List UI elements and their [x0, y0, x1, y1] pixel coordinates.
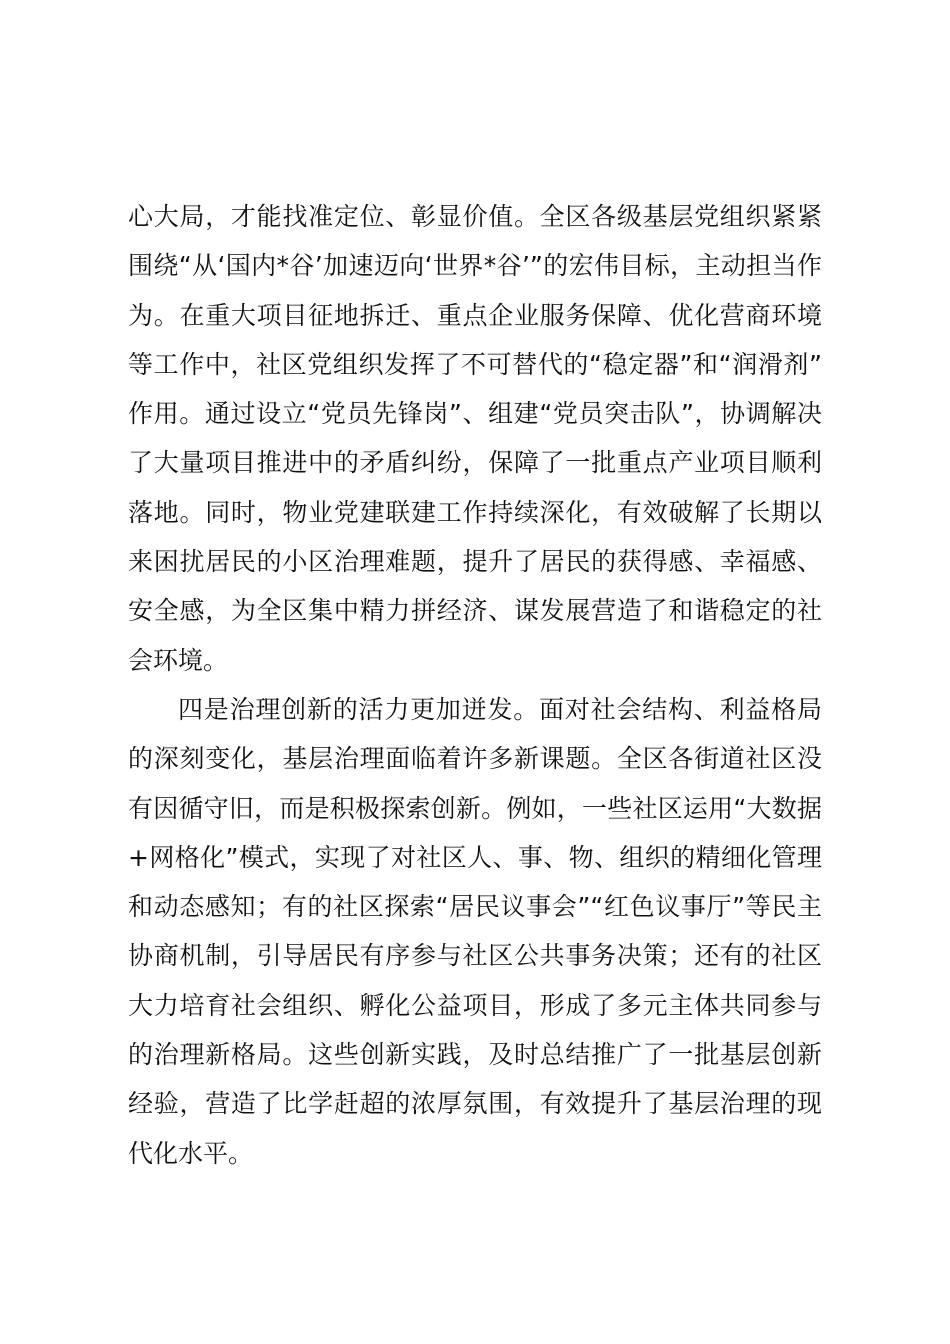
document-body — [128, 192, 822, 1178]
paragraph-2: 四是治理创新的活力更加迸发。面对社会结构、利益格局的深刻变化，基层治理面临着许多新课题。全区各街道社区没有因循守旧，而是积极探索创新。例如，一些社区运用“大数据+网格化”模式，实现了对社区人、事、物、组织的精细化管理和动态感知；有的社区探索“居民议事会”“红色议事厅”等民主协商机制，引导居民有序参与社区公共事务决策；还有的社区大力培育社会组织、孵化公益项目，形成了多元主体共同参与的治理新格局。这些创新实践，及时总结推广了一批基层创新经验，营造了比学赶超的浓厚氛围，有效提升了基层治理的现代化水平。 — [128, 694, 822, 1168]
paragraph-1: 心大局，才能找准定位、彰显价值。全区各级基层党组织紧紧围绕“从‘国内*谷’加速迈向‘世界*谷’”的宏伟目标，主动担当作为。在重大项目征地拆迁、重点企业服务保障、优化营商环境等工作中，社区党组织发挥了不可替代的“稳定器”和“润滑剂”作用。通过设立“党员先锋岗”、组建“党员突击队”，协调解决了大量项目推进中的矛盾纠纷，保障了一批重点产业项目顺利落地。同时，物业党建联建工作持续深化，有效破解了长期以来困扰居民的小区治理难题，提升了居民的获得感、幸福感、安全感，为全区集中精力拼经济、谋发展营造了和谐稳定的社会环境。 — [128, 202, 822, 675]
